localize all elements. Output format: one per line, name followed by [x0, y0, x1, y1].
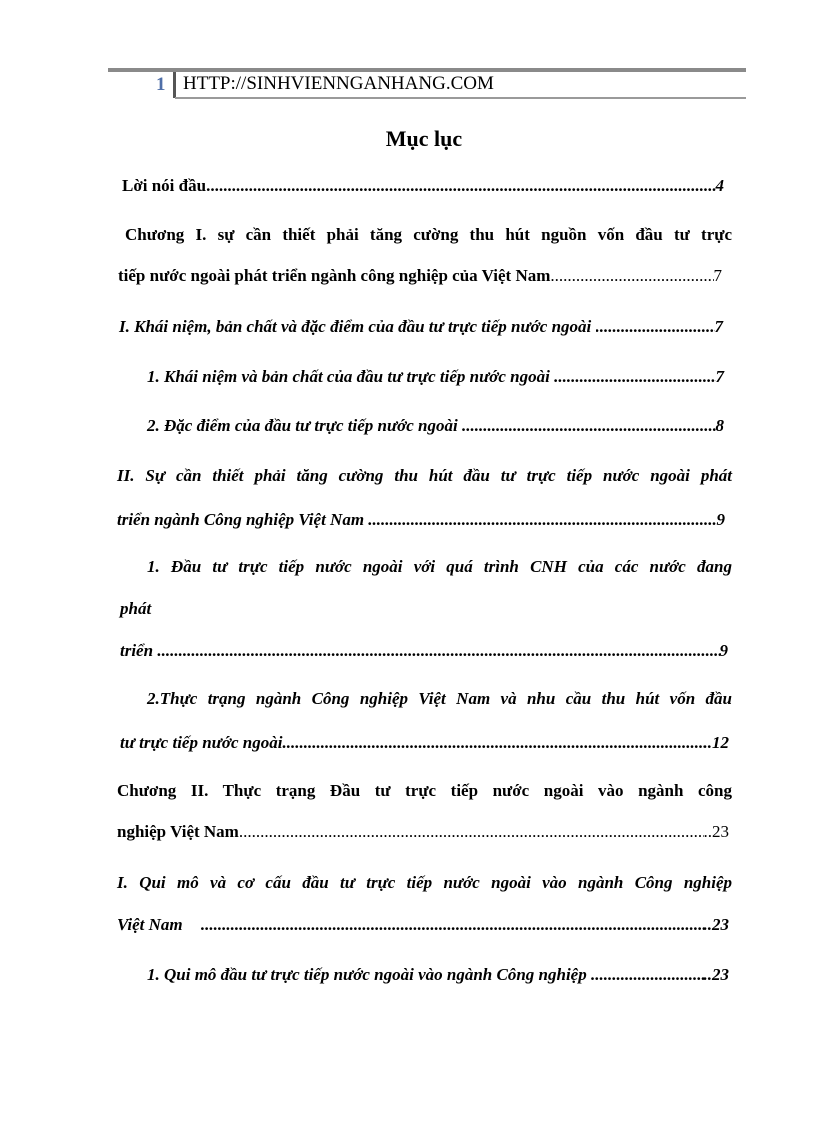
- toc-leader: [591, 964, 704, 986]
- toc-leader: [239, 821, 704, 843]
- toc-entry-c2-I-line1[interactable]: [117, 872, 732, 894]
- toc-entry-c1-I-2[interactable]: [147, 415, 724, 437]
- toc-entry-text: I. Khái niệm, bản chất và đặc điểm của đầu tư trực tiếp nước ngoài: [119, 317, 596, 336]
- toc-entry-c1-II-1-line2[interactable]: [120, 598, 151, 620]
- toc-entry-text: 2.Thực trạng ngành Công nghiệp Việt Nam và nhu cầu thu hút vốn đầu: [147, 689, 732, 708]
- toc-entry-text: tiếp nước ngoài phát triển ngành công nghiệp của Việt Nam: [118, 266, 551, 285]
- toc-entry-c1-II-2-line1[interactable]: [147, 688, 732, 710]
- toc-entry-text: phát: [120, 599, 152, 618]
- toc-entry-c1-II-2-line2[interactable]: [120, 732, 729, 754]
- toc-leader: [596, 316, 715, 338]
- toc-entry-text: tư trực tiếp nước ngoài: [120, 733, 283, 752]
- toc-entry-loi-noi-dau[interactable]: [122, 175, 724, 197]
- toc-entry-text: II. Sự cần thiết phải tăng cường thu hút đầu tư trực tiếp nước ngoài phát: [117, 466, 732, 485]
- toc-title: Mục lục: [385, 126, 463, 151]
- toc-entry-text: Lời nói đầu: [122, 176, 207, 195]
- toc-entry-text: 1. Khái niệm và bản chất của đầu tư trực tiếp nước ngoài: [147, 367, 555, 386]
- toc-leader: [554, 366, 715, 388]
- header-url: HTTP://SINHVIENNGANHANG.COM: [183, 73, 494, 94]
- toc-leader: [550, 265, 713, 287]
- toc-entry-page: 8: [715, 416, 724, 435]
- toc-leader: [157, 640, 719, 662]
- toc-entry-chuong-1-line2[interactable]: [118, 265, 722, 287]
- header-rule-top: [108, 68, 746, 72]
- header-page-number: 1: [156, 74, 166, 95]
- toc-entry-c1-II-1-line1[interactable]: [147, 556, 732, 578]
- toc-leader: [462, 415, 716, 437]
- toc-entry-text: Việt Nam: [117, 915, 187, 934]
- toc-entry-chuong-2-line1[interactable]: [117, 780, 732, 802]
- toc-entry-chuong-2-line2[interactable]: [117, 821, 729, 843]
- toc-entry-page: 9: [716, 510, 725, 529]
- toc-entry-text: nghiệp Việt Nam: [117, 822, 239, 841]
- toc-entry-page: 7: [714, 317, 723, 336]
- toc-leader: [368, 509, 716, 531]
- toc-entry-c1-II-line1[interactable]: [117, 465, 732, 487]
- header-separator: [173, 72, 176, 98]
- toc-entry-text: I. Qui mô và cơ cấu đầu tư trực tiếp nước ngoài vào ngành Công nghiệp: [117, 873, 732, 892]
- toc-entry-page: 7: [715, 367, 724, 386]
- toc-entry-c1-II-1-line3[interactable]: [120, 640, 728, 662]
- toc-entry-c1-I[interactable]: [119, 316, 723, 338]
- toc-leader: [206, 175, 715, 197]
- toc-entry-c1-I-1[interactable]: [147, 366, 724, 388]
- toc-entry-text: Chương I. sự cần thiết phải tăng cường thu hút nguồn vốn đầu tư trực: [125, 225, 732, 244]
- header-rule-bottom: [175, 97, 746, 99]
- toc-entry-page: ..23: [703, 965, 729, 984]
- toc-entry-text: 1. Qui mô đầu tư trực tiếp nước ngoài vào ngành Công nghiệp: [147, 965, 591, 984]
- toc-entry-c2-I-1[interactable]: [147, 964, 729, 986]
- toc-entry-page: ..12: [703, 733, 729, 752]
- toc-entry-page: 9: [719, 641, 728, 660]
- toc-entry-page: ..23: [703, 915, 729, 934]
- toc-entry-c1-II-line2[interactable]: [117, 509, 725, 531]
- toc-entry-text: 1. Đầu tư trực tiếp nước ngoài với quá trình CNH của các nước đang: [147, 557, 732, 576]
- toc-entry-page: ..23: [703, 822, 729, 841]
- toc-entry-chuong-1-line1[interactable]: [125, 224, 732, 246]
- toc-entry-c2-I-line2[interactable]: [117, 914, 729, 936]
- toc-entry-text: triển ngành Công nghiệp Việt Nam: [117, 510, 369, 529]
- toc-entry-page: 4: [715, 176, 724, 195]
- toc-entry-page: 7: [713, 266, 722, 285]
- toc-entry-text: triển: [120, 641, 158, 660]
- toc-entry-text: 2. Đặc điểm của đầu tư trực tiếp nước ngoài: [147, 416, 462, 435]
- toc-leader: [201, 914, 704, 936]
- toc-entry-text: Chương II. Thực trạng Đầu tư trực tiếp nước ngoài vào ngành công: [117, 781, 732, 800]
- toc-leader: [282, 732, 703, 754]
